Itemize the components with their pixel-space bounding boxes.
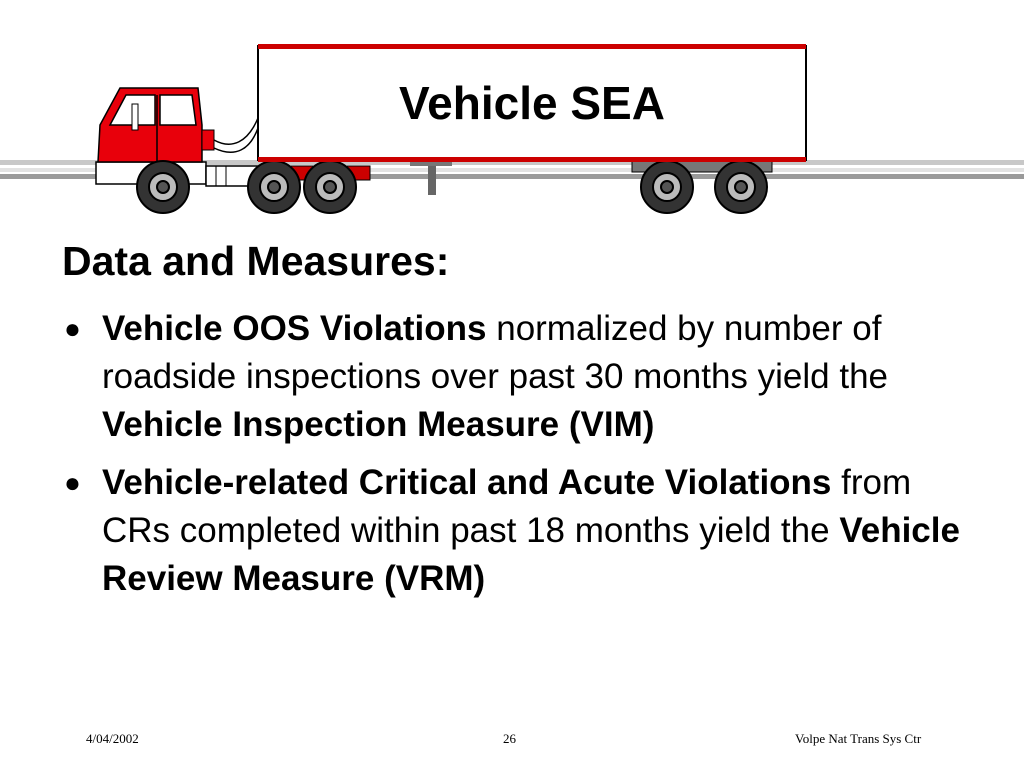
bullet-item <box>62 459 972 603</box>
bullet-text: from CRs completed within past 18 months yield the <box>102 463 912 550</box>
bullet-text: normalized by number of roadside inspections over past 30 months yield the <box>102 309 889 396</box>
bullet-icon: ● <box>64 313 81 344</box>
trailer-support <box>428 163 436 195</box>
footer-organization: Volpe Nat Trans Sys Ctr <box>795 731 922 746</box>
slide-title: Vehicle SEA <box>399 77 665 129</box>
section-heading: Data and Measures: <box>62 238 450 284</box>
truck-illustration <box>0 0 1024 215</box>
bullet-measure: Vehicle Review Measure (VRM) <box>102 511 960 598</box>
bullet-item <box>62 305 972 449</box>
bullet-list <box>62 305 972 613</box>
footer-page-number: 26 <box>503 731 516 746</box>
bullet-icon: ● <box>64 467 81 498</box>
footer-date: 4/04/2002 <box>86 731 139 746</box>
bullet-measure: Vehicle Inspection Measure (VIM) <box>102 405 655 444</box>
trailer-box <box>258 44 806 162</box>
bullet-lead: Vehicle-related Critical and Acute Violations <box>102 463 832 502</box>
bullet-lead: Vehicle OOS Violations <box>102 309 487 348</box>
